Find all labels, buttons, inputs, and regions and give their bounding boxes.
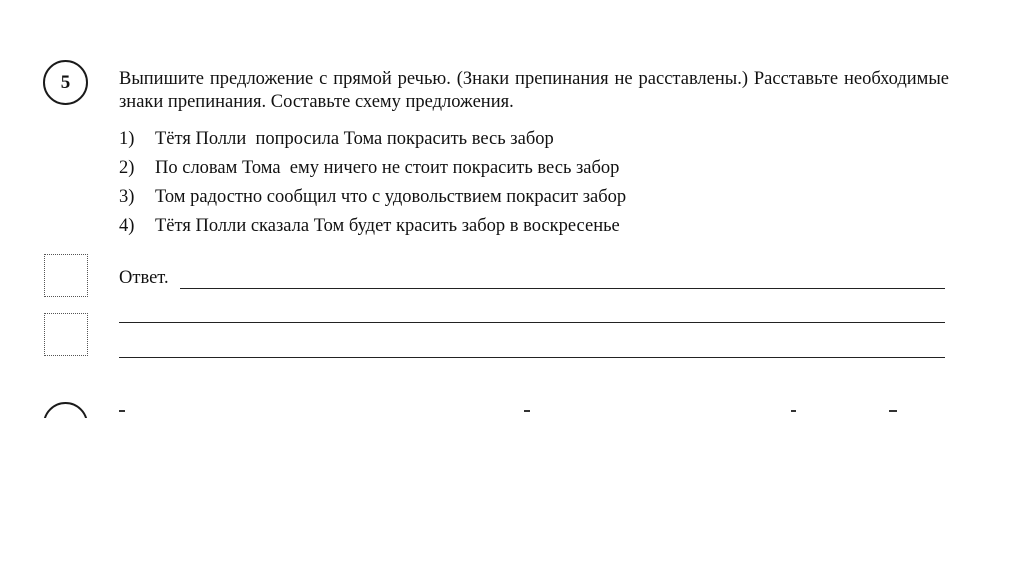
answer-line-1[interactable]	[180, 288, 945, 289]
options-list	[119, 125, 626, 241]
task-instruction	[119, 68, 949, 114]
option-text: Тётя Полли попросила Тома покрасить весь забор	[155, 129, 554, 149]
task-number-circle	[43, 60, 88, 105]
option-number: 1)	[119, 129, 135, 149]
answer-line-3[interactable]	[119, 357, 945, 358]
option-number: 2)	[119, 158, 135, 178]
option-item	[119, 212, 626, 241]
instruction-text: Выпишите предложение с прямой речью. (Знаки препинания не расставлены.) Расставьте необходимые знаки препинания. Составьте схему предложения.	[119, 69, 949, 112]
task-number: 5	[60, 71, 71, 93]
next-task-circle	[43, 402, 88, 418]
answer-line-2[interactable]	[119, 322, 945, 323]
option-number: 4)	[119, 216, 135, 236]
option-item	[119, 154, 626, 183]
next-task-cutoff	[0, 396, 1024, 418]
option-text: Том радостно сообщил что с удовольствием покрасит забор	[155, 187, 627, 207]
option-item	[119, 125, 626, 154]
next-task-text-fragment	[119, 410, 919, 412]
answer-label: Ответ.	[119, 268, 169, 288]
score-box-1	[44, 254, 88, 297]
option-text: По словам Тома ему ничего не стоит покрасить весь забор	[155, 158, 620, 178]
option-text: Тётя Полли сказала Том будет красить забор в воскресенье	[155, 216, 620, 236]
option-item	[119, 183, 626, 212]
option-number: 3)	[119, 187, 135, 207]
score-box-2	[44, 313, 88, 356]
